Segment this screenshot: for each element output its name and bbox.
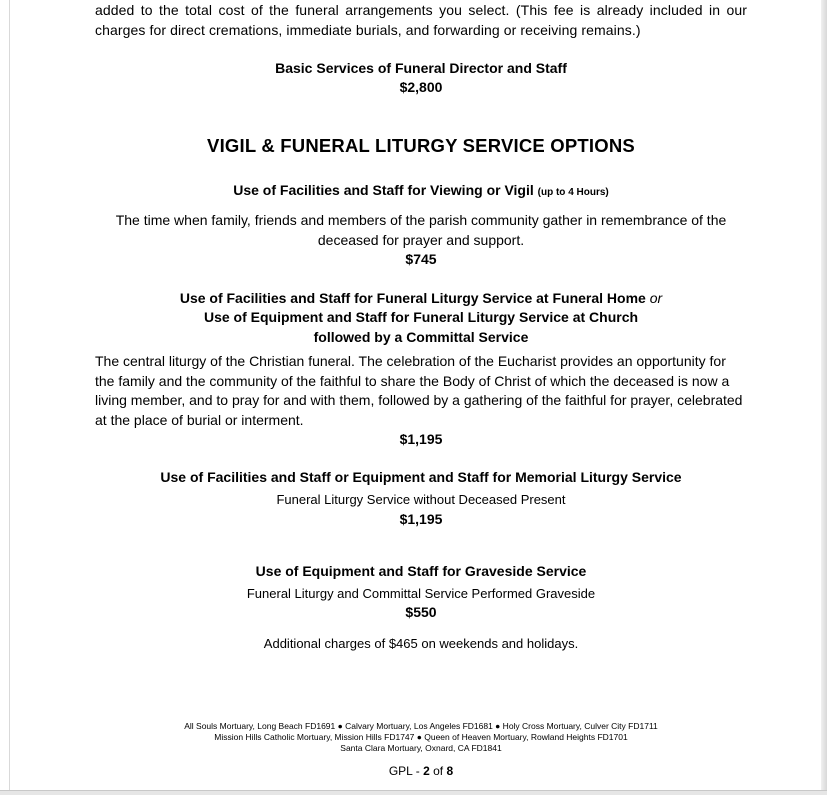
graveside-title: Use of Equipment and Staff for Graveside Service: [255, 563, 587, 579]
memorial-price: $1,195: [399, 511, 443, 527]
liturgy-title-line1: [95, 289, 747, 309]
memorial-subtitle: Funeral Liturgy Service without Deceased Present: [276, 492, 566, 507]
footer-line3: Santa Clara Mortuary, Oxnard, CA FD1841: [340, 743, 502, 753]
page-bottom-edge: [0, 790, 827, 795]
footer-line1: All Souls Mortuary, Long Beach FD1691 ● Calvary Mortuary, Los Angeles FD1681 ● Holy Cross Mortuary, Culver City FD1711: [184, 721, 658, 731]
basic-services-title: Basic Services of Funeral Director and Staff: [275, 60, 567, 76]
liturgy-title-line3: followed by a Committal Service: [313, 329, 529, 345]
liturgy-line1-text: Use of Facilities and Staff for Funeral Liturgy Service at Funeral Home: [179, 290, 646, 306]
graveside-price: $550: [405, 604, 437, 620]
liturgy-price: $1,195: [399, 431, 443, 447]
page-left-edge: [0, 0, 10, 795]
page-label: GPL -: [388, 764, 420, 778]
liturgy-title-line2: Use of Equipment and Staff for Funeral Liturgy Service at Church: [203, 309, 639, 325]
basic-services-price: $2,800: [399, 79, 443, 95]
vigil-price: $745: [405, 251, 437, 267]
vigil-title: [95, 181, 747, 203]
section-heading: VIGIL & FUNERAL LITURGY SERVICE OPTIONS: [207, 135, 635, 156]
footer-line2: Mission Hills Catholic Mortuary, Mission Hills FD1747 ● Queen of Heaven Mortuary, Rowland Heights FD1701: [214, 732, 628, 742]
vigil-title-note: (up to 4 Hours): [537, 187, 609, 198]
page-current: 2: [423, 764, 430, 778]
intro-paragraph: added to the total cost of the funeral arrangements you select. (This fee is already included in our charges for direct cremations, immediate burials, and forwarding or receiving remains.): [95, 2, 747, 38]
vigil-title-text: Use of Facilities and Staff for Viewing or Vigil: [233, 182, 534, 198]
vigil-description: The time when family, friends and members of the parish community gather in remembrance of the deceased for prayer and support.: [115, 212, 727, 248]
liturgy-description: The central liturgy of the Christian funeral. The celebration of the Eucharist provides an opportunity for the family and the community of the faithful to share the Body of Christ of which the deceased is now a living member, and to pray for and with them, followed by a gathering of the faithful for prayer, celebrated at the place of burial or interment.: [95, 353, 743, 428]
liturgy-line1-or: or: [649, 290, 663, 306]
page-number: [95, 766, 747, 778]
additional-charges: Additional charges of $465 on weekends and holidays.: [263, 636, 579, 651]
scrollbar-track[interactable]: [821, 0, 827, 795]
page-of: of: [433, 764, 444, 778]
memorial-title: Use of Facilities and Staff or Equipment and Staff for Memorial Liturgy Service: [160, 469, 682, 485]
graveside-subtitle: Funeral Liturgy and Committal Service Performed Graveside: [246, 586, 596, 601]
page-total: 8: [446, 764, 454, 778]
